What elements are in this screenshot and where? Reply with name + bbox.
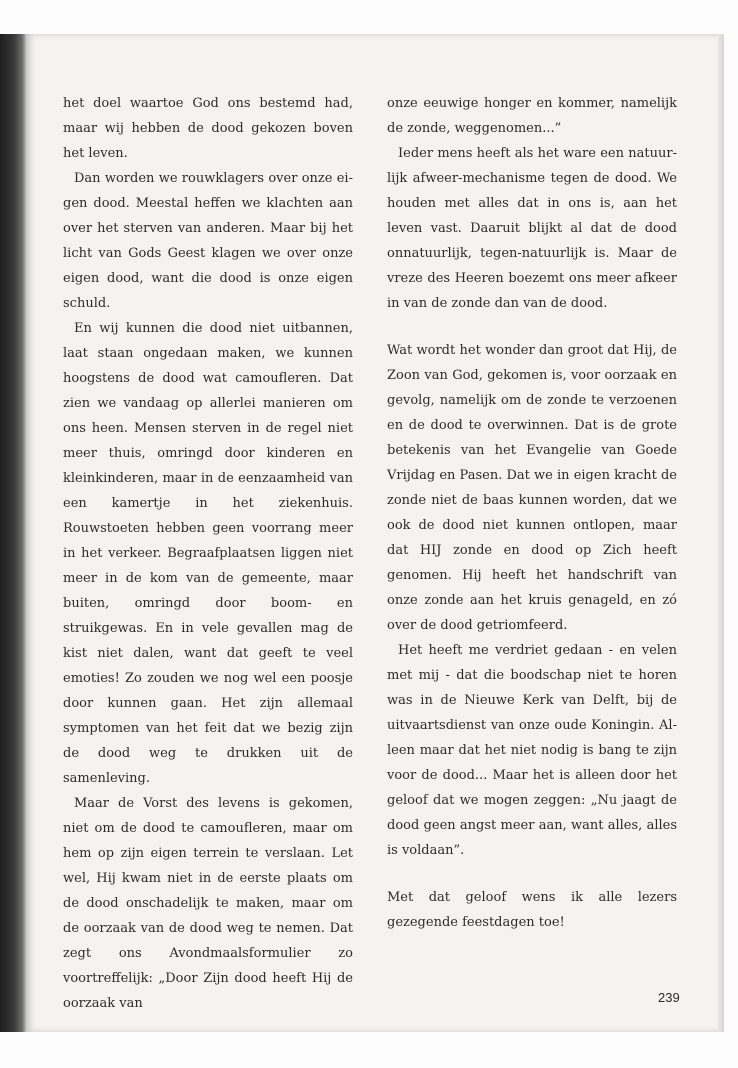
page-edge (718, 34, 724, 1032)
paragraph: Wat wordt het wonder dan groot dat Hij, de Zoon van God, gekomen is, voor oorzaak en gevolg, namelijk om de zonde te verzoenen en de dood te overwinnen. Dat is de grote betekenis van het Evangelie van Goede Vrijdag en Pasen. Dat we in eigen kracht de zonde niet de baas kunnen worden, dat we ook de dood niet kunnen ontlopen, maar dat HIJ zonde en dood op Zich heeft genomen. Hij heeft het handschrift van onze zonde aan het kruis genageld, en zó over de dood getriomfeerd. (387, 343, 677, 633)
closing-paragraph: Met dat geloof wens ik alle lezers gezegende feestdagen toe! (387, 890, 677, 930)
paragraph: Maar de Vorst des levens is gekomen, niet om de dood te camoufleren, maar om hem op zijn eigen terrein te verslaan. Let wel, Hij kwam niet in de eerste plaats om de dood onschadelijk te maken, maar om de oorzaak van de dood weg te nemen. Dat zegt ons Avondmaalsformulier zo voortreffelijk: „Door Zijn dood heeft Hij de oorzaak van (63, 796, 353, 1011)
right-column (387, 91, 677, 935)
paragraph: Ieder mens heeft als het ware een natuurlijk afweer-mechanisme tegen de dood. We houden met alles dat in ons is, aan het leven vast. Daaruit blijkt al dat de dood onnatuurlijk, tegen-natuurlijk is. Maar de vreze des Heeren boezemt ons meer afkeer in van de zonde dan van de dood. (387, 146, 677, 311)
book-binding (0, 34, 26, 1032)
paragraph: En wij kunnen die dood niet uitbannen, laat staan ongedaan maken, we kunnen hoogstens de dood wat camoufleren. Dat zien we vandaag op allerlei manieren om ons heen. Mensen sterven in de regel niet meer thuis, omringd door kinderen en kleinkinderen, maar in de eenzaamheid van een kamertje in het ziekenhuis. Rouwstoeten hebben geen voorrang meer in het verkeer. Begraafplaatsen liggen niet meer in de kom van de gemeente, maar buiten, omringd door boom- en struikgewas. En in vele gevallen mag de kist niet dalen, want dat geeft te veel emoties! Zo zouden we nog wel een poosje door kunnen gaan. Het zijn allemaal symptomen van het feit dat we bezig zijn de dood weg te drukken uit de samenleving. (63, 321, 353, 786)
paragraph: onze eeuwige honger en kommer, namelijk de zonde, weggenomen...” (387, 96, 677, 136)
paragraph: het doel waartoe God ons bestemd had, maar wij hebben de dood gekozen boven het leven. (63, 96, 353, 161)
paragraph: Het heeft me verdriet gedaan - en velen met mij - dat die boodschap niet te horen was in de Nieuwe Kerk van Delft, bij de uitvaartsdienst van onze oude Koningin. Alleen maar dat het niet nodig is bang te zijn voor de dood... Maar het is alleen door het geloof dat we mogen zeggen: „Nu jaagt de dood geen angst meer aan, want alles, alles is voldaan”. (387, 643, 677, 858)
left-column (63, 91, 353, 1016)
paragraph: Dan worden we rouwklagers over onze eigen dood. Meestal heffen we klachten aan over het sterven van anderen. Maar bij het licht van Gods Geest klagen we over onze eigen dood, want die dood is onze eigen schuld. (63, 171, 353, 311)
page-number: 239 (658, 990, 680, 1005)
